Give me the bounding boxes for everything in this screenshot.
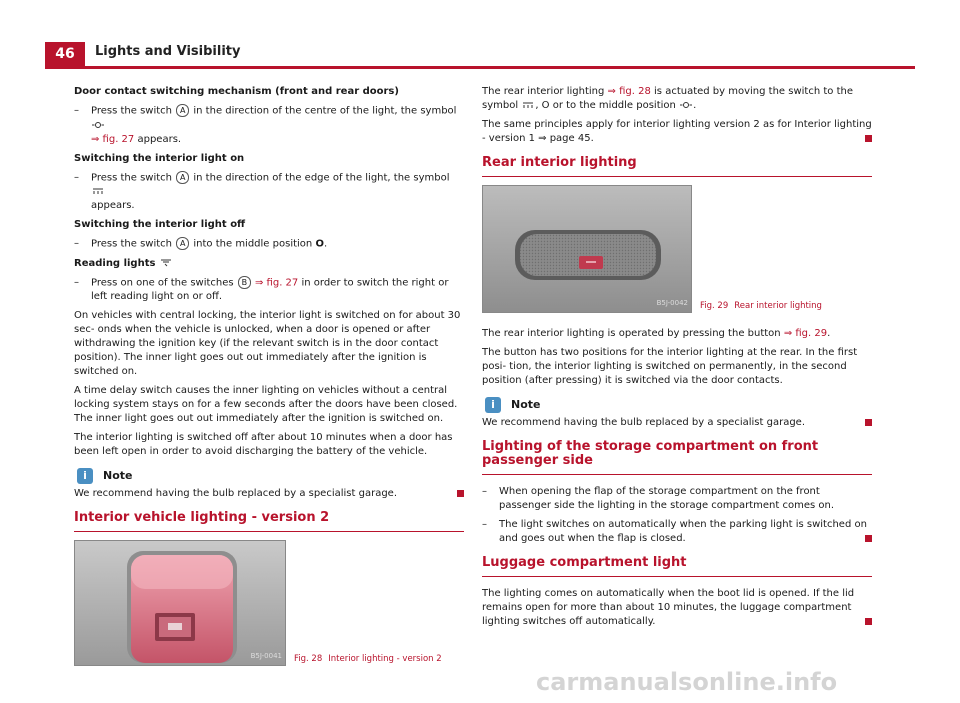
header-rule [45, 66, 915, 69]
right-column [482, 85, 872, 634]
figure-29-image [482, 185, 692, 313]
rear-interior-light-illustration [483, 186, 691, 312]
rear-lighting-para3: The rear interior lighting is operated by pressing the button ⇒ fig. 29. [482, 328, 831, 339]
figure-28-caption: Fig. 28 Interior lighting - version 2 [294, 654, 442, 664]
list-item: – Press the switch A in the direction of the centre of the light, the symbol ⇒ fig. 27 appears. [74, 105, 457, 145]
paragraph-time-delay: A time delay switch causes the inner lighting on vehicles without a central locking system stays on for a few seconds after the doors have been closed. The inner light goes out out immediately after the ignition is switched on. [74, 385, 458, 424]
section-heading-storage: Lighting of the storage compartment on front passenger side [482, 440, 872, 475]
paragraph-auto-off: The interior lighting is switched off after about 10 minutes when a door has been left open in order to avoid discharging the battery of the vehicle. [74, 432, 453, 457]
section-end-marker [457, 490, 464, 497]
figure-29-caption: Fig. 29 Rear interior lighting [700, 301, 822, 311]
switch-a-label: A [176, 104, 189, 117]
interior-light-v2-illustration [75, 541, 285, 665]
info-icon: i [77, 468, 93, 484]
info-icon: i [485, 397, 501, 413]
luggage-text: The lighting comes on automatically when the boot lid is opened. If the lid remains open for more than about 10 minutes, the luggage compartment lighting switches off automatically. [482, 587, 872, 629]
chapter-title: Lights and Visibility [95, 44, 241, 59]
reading-lights-heading: Reading lights [74, 257, 464, 271]
paragraph-central-locking: On vehicles with central locking, the interior light is switched on for about 30 sec- onds when the vehicle is unlocked, when a door is opened or after withdrawing the ignition key (if the relevant switch is in the door contact position). The inner light goes out out immediately after the ignition is switched on. [74, 310, 461, 377]
rear-lighting-para2: The same principles apply for interior lighting version 2 as for Interior lighting - version 1 ⇒ page 45. [482, 119, 872, 144]
door-contact-icon [91, 121, 105, 129]
light-off-heading: Switching the interior light off [74, 219, 246, 230]
switch-a-label: A [176, 171, 189, 184]
note-heading: i Note [74, 468, 464, 484]
section-end-marker [865, 419, 872, 426]
list-item: – When opening the flap of the storage compartment on the front passenger side the lighting in the storage compartment comes on. [482, 486, 835, 511]
light-on-heading: Switching the interior light on [74, 152, 245, 164]
section-heading-rear: Rear interior lighting [482, 156, 872, 177]
fig28-link[interactable]: ⇒ fig. 28 [607, 86, 651, 97]
left-column [74, 85, 464, 666]
list-item: – Press the switch A into the middle position O. [74, 238, 328, 250]
note-text: We recommend having the bulb replaced by a specialist garage. [74, 487, 464, 501]
figure-code: B5J-0041 [250, 652, 282, 660]
section-heading-luggage: Luggage compartment light [482, 556, 872, 577]
fig27-link[interactable]: ⇒ fig. 27 [255, 277, 299, 288]
light-on-icon [521, 101, 535, 109]
section-end-marker [865, 135, 872, 142]
reading-light-icon [159, 259, 173, 267]
switch-b-label: B [238, 276, 251, 289]
section-end-marker [865, 618, 872, 625]
rear-lighting-para4: The button has two positions for the interior lighting at the rear. In the first posi- tion, the interior lighting is switched on permanently, in the second position (after pressing) it is switched via the door contacts. [482, 347, 858, 386]
list-item: – Press the switch A in the direction of the edge of the light, the symbol appears. [74, 171, 450, 211]
section-heading-version2: Interior vehicle lighting - version 2 [74, 511, 464, 532]
list-item: – The light switches on automatically when the parking light is switched on and goes out when the flap is closed. [482, 518, 872, 546]
fig29-link[interactable]: ⇒ fig. 29 [783, 328, 828, 339]
list-item: – Press on one of the switches B ⇒ fig. 27 in order to switch the right or left reading light on or off. [74, 276, 449, 302]
figure-29 [482, 185, 872, 313]
note-text: We recommend having the bulb replaced by a specialist garage. [482, 416, 872, 430]
watermark: carmanualsonline.info [536, 668, 838, 696]
note-heading: i Note [482, 397, 872, 413]
door-contact-icon [679, 101, 693, 109]
section-end-marker [865, 535, 872, 542]
figure-28 [74, 540, 464, 666]
door-contact-heading: Door contact switching mechanism (front and rear doors) [74, 86, 399, 97]
page-number: 46 [45, 42, 85, 66]
rear-lighting-para1: The rear interior lighting ⇒ fig. 28 is actuated by moving the switch to the symbol , O or to the middle position . [482, 86, 853, 111]
light-on-icon [91, 187, 105, 195]
switch-a-label: A [176, 237, 189, 250]
figure-code: B5J-0042 [656, 299, 688, 307]
figure-28-image [74, 540, 286, 666]
fig27-link[interactable]: ⇒ fig. 27 [91, 133, 135, 145]
